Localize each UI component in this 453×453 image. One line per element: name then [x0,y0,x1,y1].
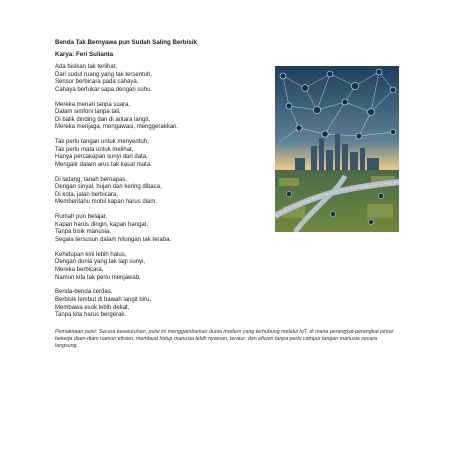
stanza [55,214,265,244]
poem-line: Kehidupan kini lebih halus, [55,251,127,258]
poem-line: Ada bisikan tak terlihat, [55,64,118,70]
poem-line: Dengan dunia yang tak lagi sunyi, [55,259,146,266]
poem-title: Benda Tak Bernyawa pun Sudah Saling Berbisik [55,39,197,46]
stanza [55,102,265,132]
stanza [55,139,265,169]
poem-line: Namun kita tak perlu menjawab. [55,274,141,281]
poem-line: Di balik dinding dan di antara langit, [55,116,151,123]
poem-line: Sensor berbicara pada cahaya, [55,79,139,86]
poem-line: Mereka menjaga, mengawasi, menggerakkan. [55,124,179,131]
poem-line: Berbisik lembut di bawah langit biru, [55,296,152,303]
poem-line: Tanpa kita harus bergerak. [55,312,127,319]
stanza [55,289,265,319]
poem-line: Di kota, jalan berbicara, [55,191,119,198]
poem-line: Kapan harus dingin, kapan hangat, [55,221,149,228]
poem-line: Mereka menari tanpa suara, [55,101,131,108]
poem-author: Karya: Feri Sulianta [55,51,114,58]
poem-line: Hanya percakapan sunyi dari data, [55,154,148,161]
poem-line: Dengan sinyal, hujan dan kering dibaca, [55,184,162,191]
poem-line: Mengalir dalam arus tak kasat mata. [55,161,152,168]
poem-line: Tak perlu tangan untuk menyentuh, [55,139,149,146]
poem-line: Rumah pun belajar, [55,214,108,221]
poem-line: Dalam simfoni tanpa tali, [55,109,121,116]
smart-city-network-icon [275,66,399,232]
poem-line: Tanpa bisik manusia, [55,229,112,236]
poem-line: Memberitahu mobil kapan harus diam. [55,199,158,206]
smart-city-illustration [275,66,399,232]
poem-line: Di ladang, tanah bernapas, [55,176,128,183]
stanza [55,252,265,282]
stanza [55,64,265,94]
poem-line: Dari sudut ruang yang tak tersentuh, [55,71,153,78]
poem-line: Mereka berbicara, [55,267,104,273]
poem-line: Cahaya bertukar sapa dengan suhu. [55,86,153,93]
poem-body [55,64,265,327]
poem-interpretation: Pemaknaan puisi: Secara keseluruhan, puisi ini menggambarkan dunia modern yang terhubung melalui IoT, di mana perangkat-perangkat pintar bekerja diam-diam namun efisien, membuat hidup manusia lebih nyaman, teratur, dan efisien tanpa perlu campur tangan manusia secara langsung. [55,329,394,349]
poem-line: Membawa esok lebih dekat, [55,304,130,311]
poem-line: Segala tersusun dalam hitungan tak teraba. [55,237,172,244]
stanza [55,177,265,207]
poem-line: Benda-benda cerdas, [55,289,113,296]
poem-line: Tak perlu mata untuk melihat, [55,146,134,153]
